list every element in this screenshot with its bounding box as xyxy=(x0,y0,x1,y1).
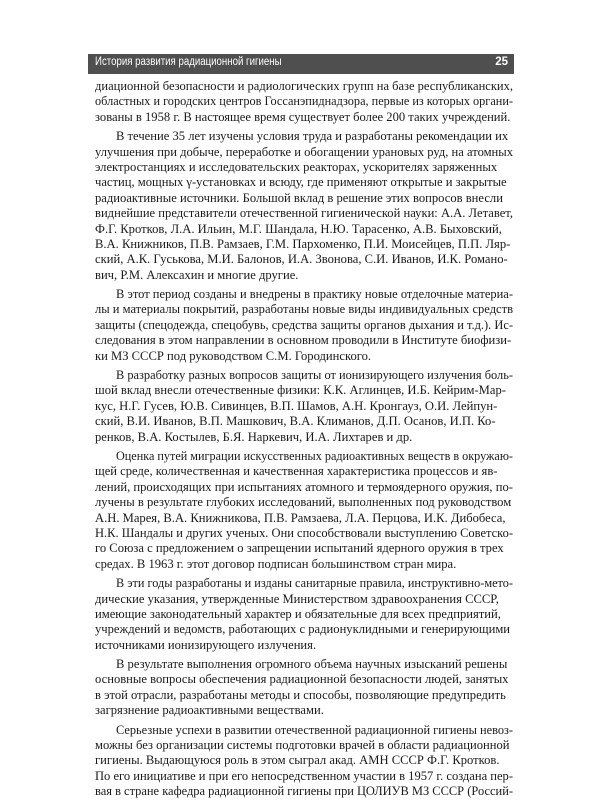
text-line: А.Н. Марея, В.А. Книжникова, П.В. Рамзаева, Л.А. Перцова, И.К. Дибобеса, xyxy=(95,510,506,525)
text-line: основные вопросы обеспечения радиационной безопасности людей, занятых xyxy=(95,672,509,687)
running-title: История развития радиационной гигиены xyxy=(95,56,282,68)
text-line: Оценка путей миграции искусственных радиоактивных веществ в окружаю- xyxy=(116,448,513,463)
text-line: В.А. Книжников, П.В. Рамзаев, Г.М. Пархоменко, П.И. Моисейцев, П.П. Ляр- xyxy=(95,236,511,251)
text-line: Серьезные успехи в развитии отечественной радиационной гигиены невоз- xyxy=(116,722,513,737)
text-line: улучшения при добыче, переработке и обогащении урановых руд, на атомных xyxy=(95,144,514,159)
paragraph xyxy=(95,368,513,445)
text-line: В течение 35 лет изучены условия труда и разработаны рекомендации их xyxy=(116,129,509,144)
text-line: В этот период созданы и внедрены в практику новые отделочные материа- xyxy=(116,287,514,302)
text-line: ренков, В.А. Костылев, Б.Я. Наркевич, И.А. Лихтарев и др. xyxy=(95,429,413,444)
text-line: областных и городских центров Госсанэпиднадзора, первые из которых органи- xyxy=(95,94,513,109)
text-line: дические указания, утвержденные Министерством здравоохранения СССР, xyxy=(95,591,499,606)
text-line: источниками ионизирующего излучения. xyxy=(95,637,317,652)
paragraph xyxy=(95,287,513,364)
text-line: загрязнение радиоактивными веществами. xyxy=(95,703,324,718)
text-line: вич, Р.М. Алексахин и многие другие. xyxy=(95,267,299,282)
text-line: частиц, мощных γ-установках и всюду, где применяют открытые и закрытые xyxy=(95,175,507,190)
text-line: ский, А.К. Гуськова, М.И. Балонов, И.А. Звонова, С.И. Иванов, И.К. Романо- xyxy=(95,252,508,267)
text-line: лы и материалы покрытий, разработаны новые виды индивидуальных средств xyxy=(95,302,514,317)
text-line: защиты (спецодежда, спецобувь, средства защиты органов дыхания и т.д.). Ис- xyxy=(95,317,514,332)
text-line: го Союза с предложением о запрещении испытаний ядерного оружия в трех xyxy=(95,541,504,556)
paragraph xyxy=(95,576,513,653)
text-line: В эти годы разработаны и изданы санитарные правила, инструктивно-мето- xyxy=(116,576,513,591)
text-line: следования в этом направлении в основном проводили в Институте биофизи- xyxy=(95,333,512,348)
text-line: щей среде, количественная и качественная характеристика процессов и яв- xyxy=(95,464,498,479)
text-line: вая в стране кафедра радиационной гигиены при ЦОЛИУВ МЗ СССР (Россий- xyxy=(95,784,513,799)
text-line: учреждений и ведомств, работающих с радионуклидными и генерирующими xyxy=(95,622,511,637)
text-line: ский, В.И. Иванов, В.П. Машкович, В.А. Климанов, Д.П. Осанов, И.П. Ко- xyxy=(95,414,496,429)
text-line: радиоактивные источники. Большой вклад в решение этих вопросов внесли xyxy=(95,190,503,205)
text-line: электростанциях и исследовательских реакторах, ускорителях заряженных xyxy=(95,159,498,174)
page-body xyxy=(95,79,513,800)
text-line: в этой отрасли, разработаны методы и способы, позволяющие предупредить xyxy=(95,687,506,702)
text-line: зованы в 1958 г. В настоящее время существует более 200 таких учреждений. xyxy=(95,109,511,124)
paragraph xyxy=(95,723,513,800)
text-line: Ф.Г. Кротков, Л.А. Ильин, М.Г. Шандала, Н.Ю. Тарасенко, А.В. Быховский, xyxy=(95,221,502,236)
text-line: виднейшие представители отечественной гигиенической науки: А.А. Летавет, xyxy=(95,206,513,221)
paragraph xyxy=(95,657,513,719)
text-line: В разработку разных вопросов защиты от ионизирующего излучения боль- xyxy=(116,368,513,383)
text-line: шой вклад внесли отечественные физики: К.К. Аглинцев, И.Б. Кейрим-Мар- xyxy=(95,383,506,398)
text-line: В результате выполнения огромного объема научных изысканий решены xyxy=(116,657,508,672)
paragraph xyxy=(95,129,513,283)
text-line: кус, Н.Г. Гусев, Ю.В. Сивинцев, В.П. Шамов, А.Н. Кронгауз, О.И. Лейпун- xyxy=(95,398,498,413)
paragraph xyxy=(95,79,513,125)
paragraph xyxy=(95,449,513,572)
text-line: По его инициативе и при его непосредственном участии в 1957 г. создана пер- xyxy=(95,768,514,783)
text-line: можны без организации системы подготовки врачей в области радиационной xyxy=(95,738,510,753)
text-line: Н.К. Шандалы и других ученых. Они способствовали выступлению Советско- xyxy=(95,525,514,540)
text-line: имеющие законодательный характер и обязательные для всех предприятий, xyxy=(95,606,501,621)
text-line: гигиены. Выдающуюся роль в этом сыграл акад. АМН СССР Ф.Г. Кротков. xyxy=(95,753,500,768)
text-line: ки МЗ СССР под руководством С.М. Городинского. xyxy=(95,348,372,363)
text-line: лений, происходящих при испытаниях атомного и термоядерного оружия, по- xyxy=(95,479,513,494)
page-number: 25 xyxy=(495,56,508,68)
text-line: диационной безопасности и радиологических групп на базе республиканских, xyxy=(95,79,514,93)
running-header xyxy=(88,54,514,74)
text-line: лучены в результате глубоких исследований, выполненных под руководством xyxy=(95,495,512,510)
text-line: средах. В 1963 г. этот договор подписан большинством стран мира. xyxy=(95,556,457,571)
